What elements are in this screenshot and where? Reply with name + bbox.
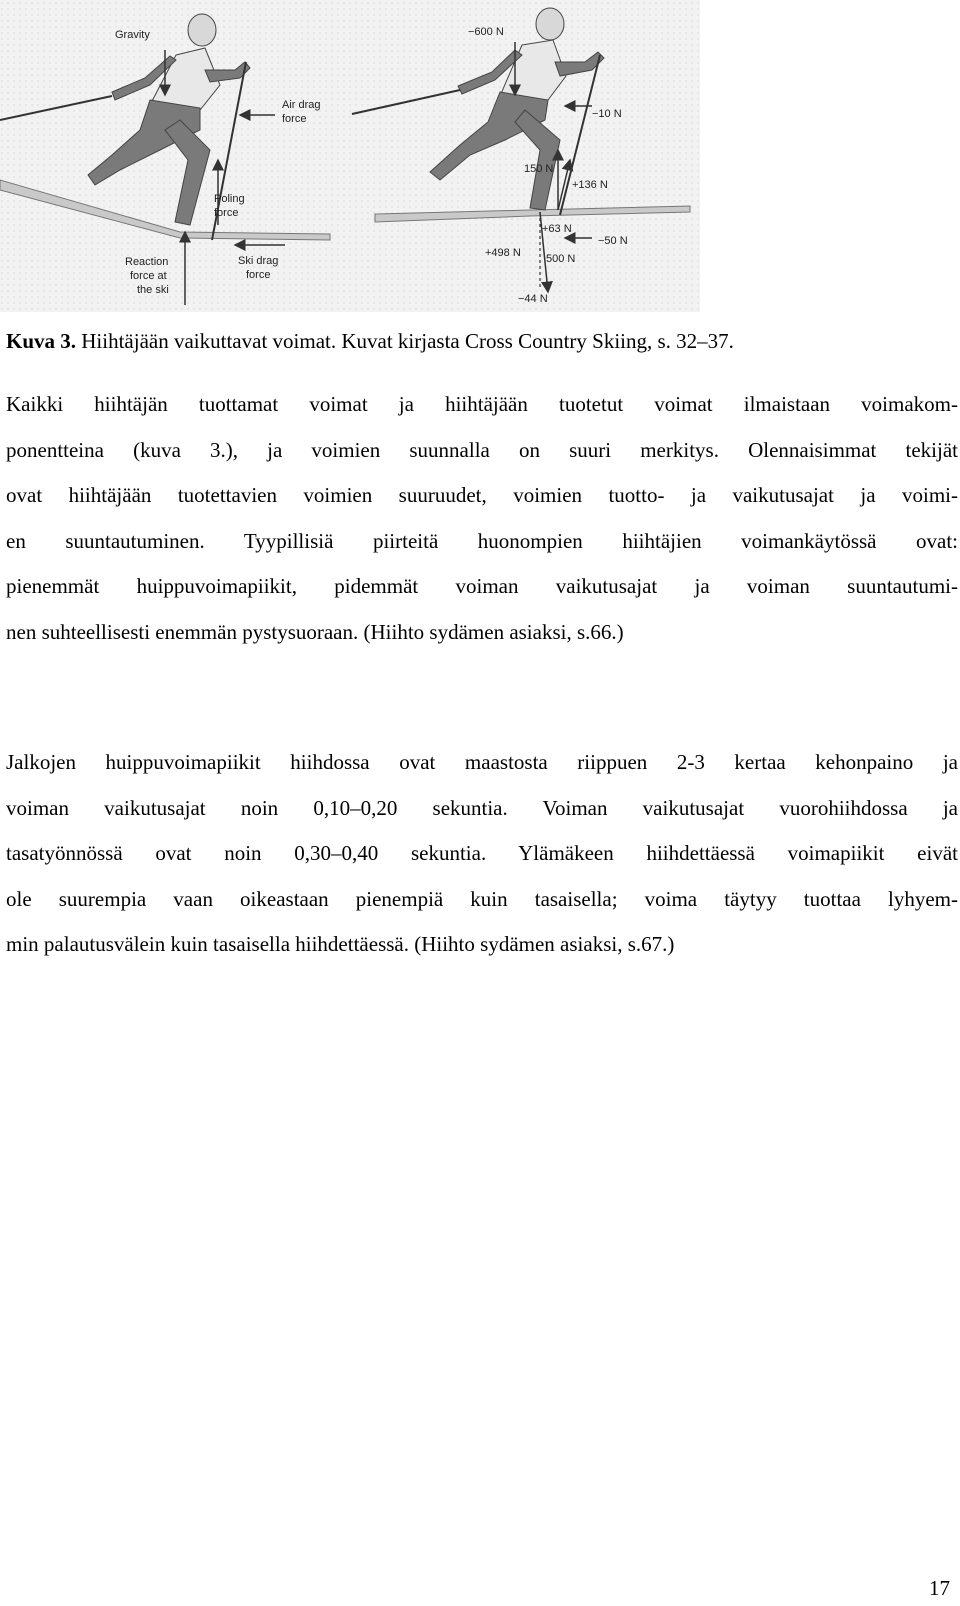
- label-minus-50: −50 N: [598, 235, 628, 247]
- caption-label: Kuva 3.: [6, 329, 77, 353]
- figure-caption: [6, 326, 936, 356]
- label-minus-44: −44 N: [518, 293, 548, 305]
- label-poling-2: force: [214, 207, 239, 219]
- right-panel: [345, 0, 700, 312]
- label-air-drag: Air drag: [282, 99, 321, 111]
- label-minus-10: −10 N: [592, 108, 622, 120]
- paragraph-line: en suuntautuminen. Tyypillisiä piirteitä huonompien hiihtäjien voimankäytössä ovat:: [6, 528, 958, 553]
- paragraph-1: [6, 382, 958, 655]
- paragraph-line: voiman vaikutusajat noin 0,10–0,20 sekuntia. Voiman vaikutusajat vuorohiihdossa ja: [6, 795, 958, 820]
- paragraph-2: [6, 740, 958, 968]
- label-ski-drag: Ski drag: [238, 255, 279, 267]
- label-gravity: Gravity: [115, 29, 150, 41]
- label-poling: Poling: [214, 193, 245, 205]
- paragraph-line: Kaikki hiihtäjän tuottamat voimat ja hiihtäjään tuotetut voimat ilmaistaan voimakom-: [6, 392, 958, 416]
- label-plus-63: +63 N: [542, 223, 572, 235]
- paragraph-line: ovat hiihtäjään tuotettavien voimien suuruudet, voimien tuotto- ja vaikutusajat ja voimi-: [6, 483, 958, 507]
- paragraph-line: ponentteina (kuva 3.), ja voimien suunnalla on suuri merkitys. Olennaisimmat tekijät: [6, 437, 958, 462]
- label-minus-600: −600 N: [468, 26, 504, 38]
- left-panel: [0, 0, 345, 312]
- paragraph-line: nen suhteellisesti enemmän pystysuoraan. (Hiihto sydämen asiaksi, s.66.): [6, 619, 624, 644]
- label-150: 150 N: [524, 163, 554, 175]
- caption-text: Hiihtäjään vaikuttavat voimat. Kuvat kirjasta Cross Country Skiing, s. 32–37.: [76, 329, 734, 353]
- label-500: 500 N: [546, 253, 576, 265]
- label-air-drag-2: force: [282, 113, 307, 125]
- skiing-forces-figure: [0, 0, 710, 312]
- page-number: 17: [929, 1576, 950, 1600]
- paragraph-line: Jalkojen huippuvoimapiikit hiihdossa ovat maastosta riippuen 2-3 kertaa kehonpaino ja: [6, 750, 958, 774]
- paragraph-line: tasatyönnössä ovat noin 0,30–0,40 sekuntia. Ylämäkeen hiihdettäessä voimapiikit eivät: [6, 841, 958, 865]
- label-plus-136: +136 N: [572, 179, 608, 191]
- label-reaction-2: force at: [130, 270, 167, 282]
- paragraph-line: pienemmät huippuvoimapiikit, pidemmät voiman vaikutusajat ja voiman suuntautumi-: [6, 574, 958, 598]
- label-ski-drag-2: force: [246, 269, 271, 281]
- paragraph-line: ole suurempia vaan oikeastaan pienempiä kuin tasaisella; voima täytyy tuottaa lyhyem-: [6, 886, 958, 911]
- label-plus-498: +498 N: [485, 247, 521, 259]
- label-reaction-3: the ski: [137, 284, 169, 296]
- paragraph-line: min palautusvälein kuin tasaisella hiihdettäessä. (Hiihto sydämen asiaksi, s.67.): [6, 932, 675, 956]
- label-reaction: Reaction: [125, 256, 169, 268]
